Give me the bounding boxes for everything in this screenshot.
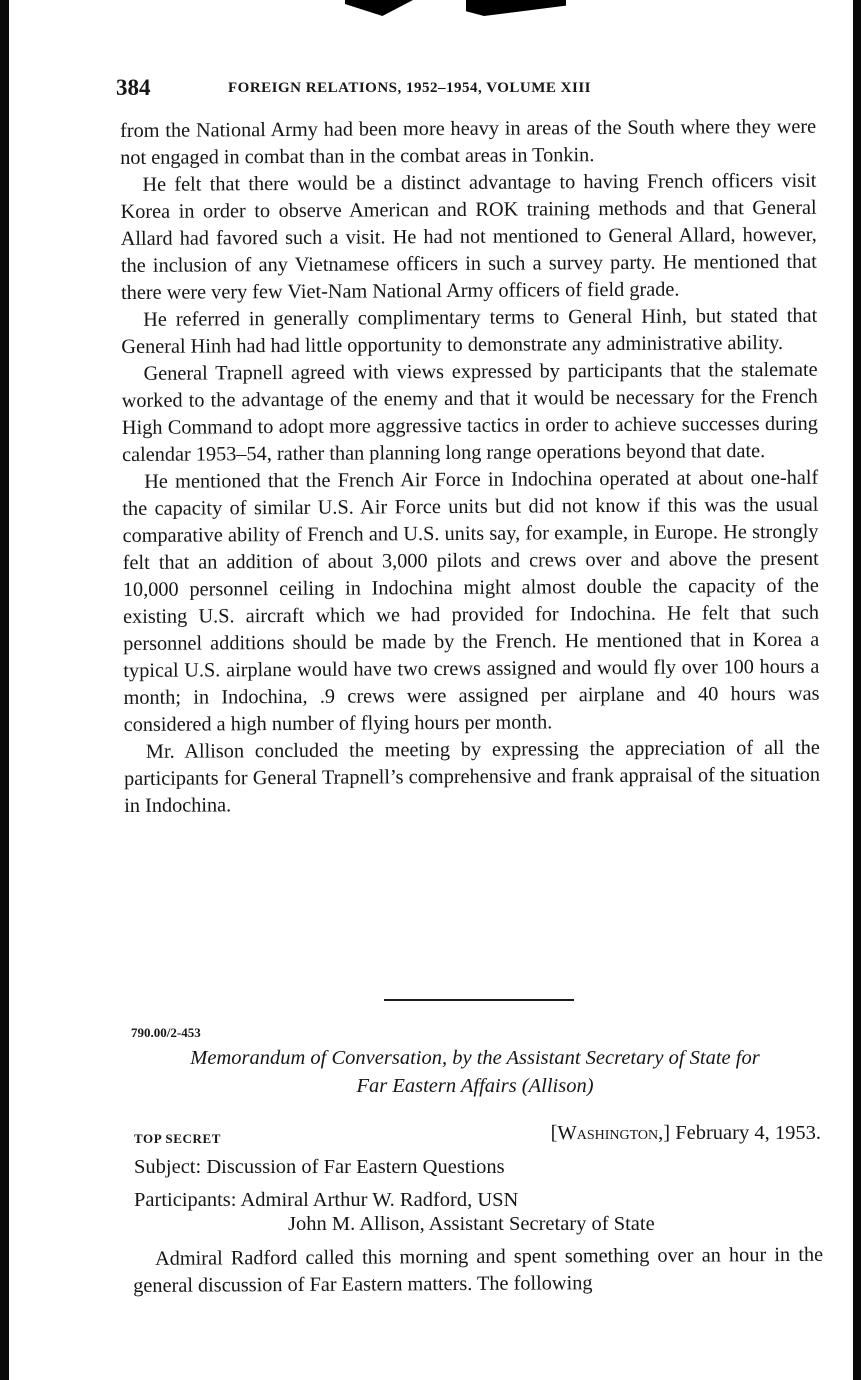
- participants-line: [134, 1189, 518, 1212]
- date: February 4, 1953.: [675, 1122, 821, 1144]
- paragraph: General Trapnell agreed with views expressed by participants that the stalemate worked to the advantage of the enemy and that it would be necessary for the French High Command to adopt more aggressive tactics in order to achieve successes during calendar 1953–54, rather than planning long range operations beyond that date.: [121, 358, 818, 466]
- body-text: [120, 114, 820, 820]
- paragraph: from the National Army had been more heavy in areas of the South where they were not engaged in combat than in the combat areas in Tonkin.: [120, 115, 817, 169]
- place: [Washington,]: [550, 1122, 671, 1144]
- participant: John M. Allison, Assistant Secretary of State: [288, 1213, 655, 1235]
- subject-text: Discussion of Far Eastern Questions: [206, 1156, 505, 1178]
- subject-line: [134, 1156, 505, 1179]
- paragraph: He referred in generally complimentary terms to General Hinh, but stated that General Hinh had had little opportunity to demonstrate any administrative ability.: [121, 304, 818, 358]
- memo-body: [133, 1242, 823, 1300]
- classification: TOP SECRET: [134, 1131, 222, 1146]
- document-title: [130, 1044, 820, 1100]
- paragraph: Admiral Radford called this morning and spent something over an hour in the general discussion of Far Eastern matters. The following: [133, 1243, 824, 1297]
- subject-label: Subject:: [134, 1156, 202, 1178]
- section-divider: [384, 999, 574, 1001]
- page-number: 384: [116, 75, 151, 100]
- document-title-line-1: Memorandum of Conversation, by the Assistant Secretary of State for: [190, 1047, 760, 1069]
- participant: Admiral Arthur W. Radford, USN: [240, 1189, 519, 1211]
- scan-artifact-top-left: [345, 0, 413, 16]
- scan-border-left: [0, 0, 9, 1380]
- dateline: [551, 1122, 821, 1145]
- scan-artifact-top-right: [466, 0, 566, 16]
- paragraph: Mr. Allison concluded the meeting by expressing the appreciation of all the participants for General Trapnell’s comprehensive and frank appraisal of the situation in Indochina.: [123, 736, 821, 817]
- document-title-line-2: Far Eastern Affairs (Allison): [356, 1075, 594, 1097]
- participants-label: Participants:: [134, 1189, 237, 1211]
- running-title: FOREIGN RELATIONS, 1952–1954, VOLUME XIII: [228, 80, 592, 96]
- scan-border-right: [853, 0, 861, 1380]
- file-number: 790.00/2-453: [131, 1025, 201, 1040]
- page-header: [116, 75, 816, 105]
- paragraph: He felt that there would be a distinct advantage to having French officers visit Korea in order to observe American and ROK training methods and that General Allard had favored such a visit. He had not mentioned to General Allard, however, the inclusion of any Vietnamese officers in such a survey party. He mentioned that there were very few Viet-Nam National Army officers of field grade.: [120, 169, 817, 304]
- paragraph: He mentioned that the French Air Force in Indochina operated at about one-half the capacity of similar U.S. Air Force units but did not know if this was the usual comparative ability of French and U.S. units say, for example, in Europe. He strongly felt that an addition of about 3,000 pilots and crews over and above the present 10,000 personnel ceiling in Indochina might almost double the capacity of the existing U.S. aircraft which we had provided for Indochina. He felt that such personnel additions should be made by the French. He mentioned that in Korea a typical U.S. airplane would have two crews assigned and would fly over 100 hours a month; in Indochina, .9 crews were assigned per airplane and 40 hours was considered a high number of flying hours per month.: [122, 466, 820, 736]
